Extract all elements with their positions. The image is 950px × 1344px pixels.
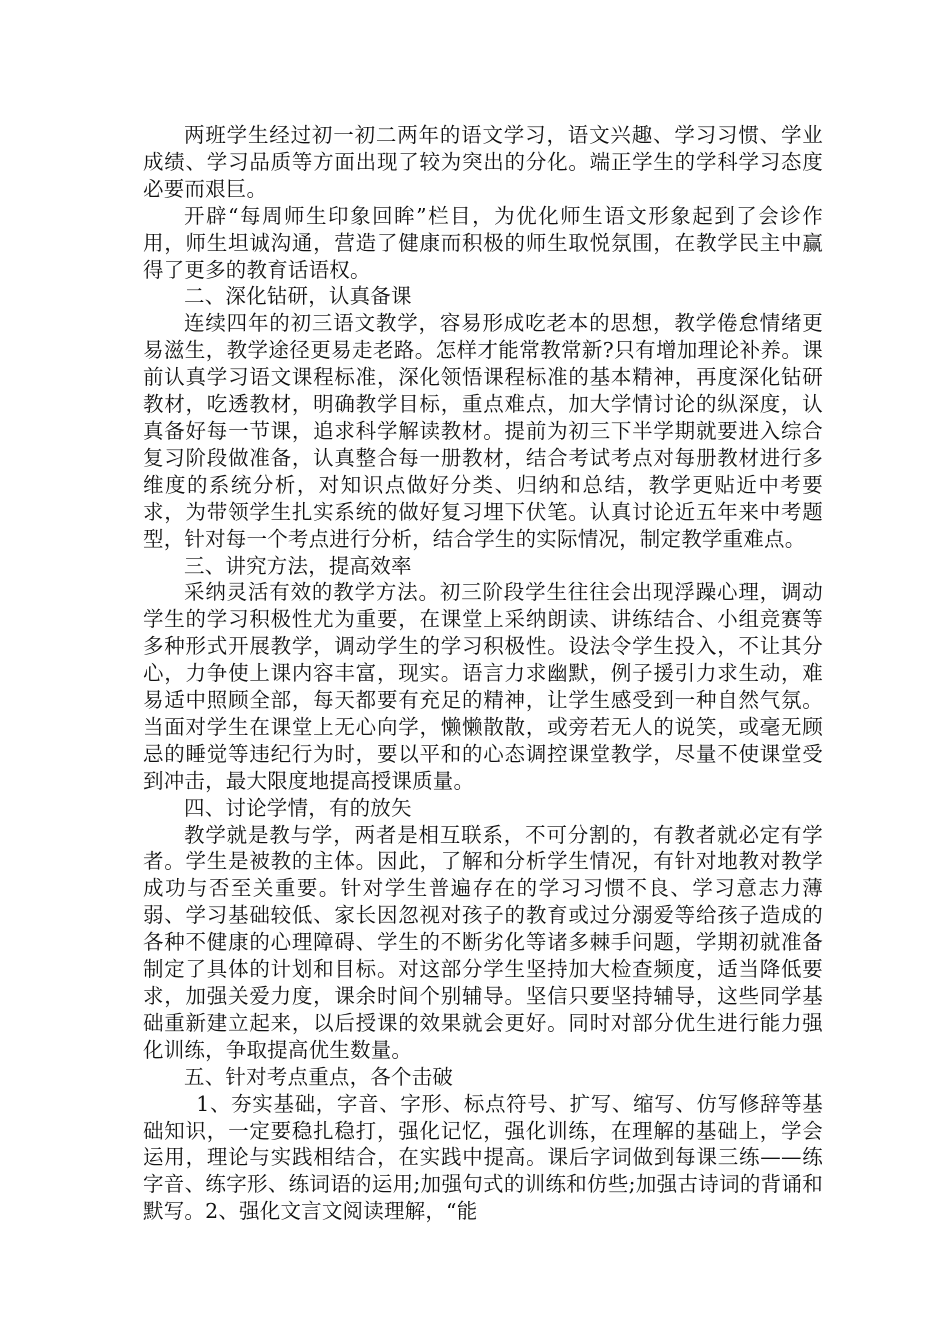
- section-heading: 五、针对考点重点，各个击破: [184, 1064, 454, 1089]
- paragraph: 教学就是教与学，两者是相互联系，不可分割的，有教者就必定有学者。学生是被教的主体。因此，了解和分析学生情况，有针对地教对教学成功与否至关重要。针对学生普遍存在的学习习惯不良、学习意志力薄弱、学习基础较低、家长因忽视对孩子的教育或过分溺爱等给孩子造成的各种不健康的心理障碍、学生的不断劣化等诸多棘手问题，学期初就准备制定了具体的计划和目标。对这部分学生坚持加大检查频度，适当降低要求，加强关爱力度，课余时间个别辅导。坚信只要坚持辅导，这些同学基础重新建立起来，以后授课的效果就会更好。同时对部分优生进行能力强化训练，争取提高优生数量。: [143, 822, 823, 1062]
- section-heading: 三、讲究方法，提高效率: [184, 553, 412, 578]
- paragraph: 两班学生经过初一初二两年的语文学习，语文兴趣、学习习惯、学业成绩、学习品质等方面出现了较为突出的分化。端正学生的学科学习态度必要而艰巨。: [143, 123, 823, 201]
- section-heading: 二、深化钻研，认真备课: [184, 284, 412, 309]
- document-body: [143, 122, 823, 1225]
- paragraph: 连续四年的初三语文教学，容易形成吃老本的思想，教学倦怠情绪更易滋生，教学途径更易走老路。怎样才能常教常新?只有增加理论补养。课前认真学习语文课程标准，深化领悟课程标准的基本精神，再度深化钻研教材，吃透教材，明确教学目标，重点难点，加大学情讨论的纵深度，认真备好每一节课，追求科学解读教材。提前为初三下半学期就要进入综合复习阶段做准备，认真整合每一册教材，结合考试考点对每册教材进行多维度的系统分析，对知识点做好分类、归纳和总结，教学更贴近中考要求，为带领学生扎实系统的做好复习埋下伏笔。认真讨论近五年来中考题型，针对每一个考点进行分析，结合学生的实际情况，制定教学重难点。: [143, 311, 823, 551]
- section-heading: 四、讨论学情，有的放矢: [184, 795, 412, 820]
- paragraph: 采纳灵活有效的教学方法。初三阶段学生往往会出现浮躁心理，调动学生的学习积极性尤为重要，在课堂上采纳朗读、讲练结合、小组竞赛等多种形式开展教学，调动学生的学习积极性。设法令学生投入，不让其分心，力争使上课内容丰富，现实。语言力求幽默，例子援引力求生动，难易适中照顾全部，每天都要有充足的精神，让学生感受到一种自然气氛。当面对学生在课堂上无心向学，懒懒散散，或旁若无人的说笑，或毫无顾忌的睡觉等违纪行为时，要以平和的心态调控课堂教学，尽量不使课堂受到冲击，最大限度地提高授课质量。: [143, 580, 823, 793]
- paragraph: 开辟“每周师生印象回眸”栏目，为优化师生语文形象起到了会诊作用，师生坦诚沟通，营造了健康而积极的师生取悦氛围，在教学民主中赢得了更多的教育话语权。: [143, 203, 823, 282]
- numbered-paragraph: 1、夯实基础，字音、字形、标点符号、扩写、缩写、仿写修辞等基础知识，一定要稳扎稳打，强化记忆，强化训练，在理解的基础上，学会运用，理论与实践相结合，在实践中提高。课后字词做到每课三练——练字音、练字形、练词语的运用;加强句式的训练和仿些;加强古诗词的背诵和默写。2、强化文言文阅读理解，“能: [143, 1091, 823, 1224]
